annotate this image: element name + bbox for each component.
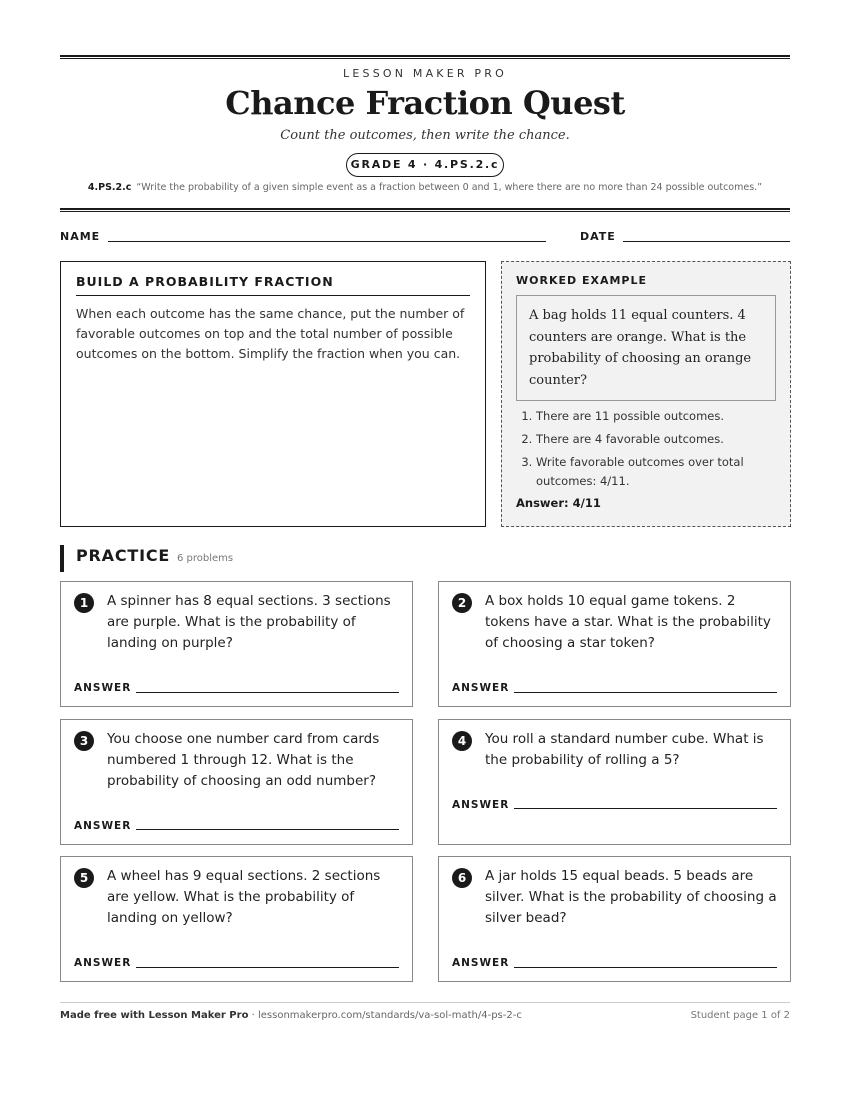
answer-line[interactable] — [136, 692, 399, 693]
problem-text: You roll a standard number cube. What is the probability of rolling a 5? — [485, 731, 764, 768]
worked-step: 1. There are 11 possible outcomes. — [536, 407, 776, 426]
practice-count: 6 problems — [177, 553, 234, 564]
answer-label: ANSWER — [452, 799, 510, 811]
footer-made-with: Made free with Lesson Maker Pro — [60, 1010, 249, 1021]
date-label: DATE — [580, 230, 616, 243]
answer-line[interactable] — [136, 967, 399, 968]
worked-example-question: A bag holds 11 equal counters. 4 counters are orange. What is the probability of choosing an orange counter? — [516, 295, 776, 401]
answer-label: ANSWER — [452, 957, 510, 969]
answer-line[interactable] — [514, 692, 777, 693]
answer-label: ANSWER — [74, 957, 132, 969]
worked-example-steps — [516, 407, 776, 491]
problem-number: 4 — [452, 731, 472, 751]
answer-label: ANSWER — [452, 682, 510, 694]
worked-step: 2. There are 4 favorable outcomes. — [536, 430, 776, 449]
problem-number: 6 — [452, 868, 472, 888]
worked-example-title: WORKED EXAMPLE — [516, 274, 647, 287]
problem-text: A jar holds 15 equal beads. 5 beads are silver. What is the probability of choosing a silver bead? — [485, 868, 777, 926]
header-top-rule — [60, 55, 790, 59]
worked-step: 3. Write favorable outcomes over total outcomes: 4/11. — [536, 453, 776, 491]
footer-credit — [60, 1010, 522, 1021]
header-bottom-rule — [60, 208, 790, 212]
footer-rule — [60, 1002, 790, 1003]
footer-url[interactable]: · lessonmakerpro.com/standards/va-sol-math/4-ps-2-c — [248, 1010, 522, 1021]
problem-card-6 — [438, 856, 791, 982]
concept-title: BUILD A PROBABILITY FRACTION — [76, 274, 470, 296]
standard-code: 4.PS.2.c — [87, 182, 132, 193]
footer-page-number: Student page 1 of 2 — [690, 1010, 790, 1021]
problem-number: 2 — [452, 593, 472, 613]
answer-label: ANSWER — [74, 820, 132, 832]
practice-accent-bar — [60, 545, 64, 572]
worksheet-subtitle: Count the outcomes, then write the chance. — [280, 128, 570, 143]
problem-number: 3 — [74, 731, 94, 751]
problem-text: A wheel has 9 equal sections. 2 sections are yellow. What is the probability of landing on yellow? — [107, 868, 381, 926]
concept-text: When each outcome has the same chance, put the number of favorable outcomes on top and the total number of possible outcomes on the bottom. Simplify the fraction when you can. — [76, 306, 465, 361]
name-field[interactable] — [108, 241, 546, 242]
problem-text: A box holds 10 equal game tokens. 2 tokens have a star. What is the probability of choosing a star token? — [485, 593, 771, 651]
concept-box — [60, 261, 486, 527]
worksheet-title: Chance Fraction Quest — [225, 84, 625, 122]
answer-line[interactable] — [136, 829, 399, 830]
grade-badge: GRADE 4 · 4.PS.2.c — [346, 153, 504, 177]
problem-card-1 — [60, 581, 413, 707]
worked-example-box — [501, 261, 791, 527]
date-field[interactable] — [623, 241, 790, 242]
problem-text: A spinner has 8 equal sections. 3 sections are purple. What is the probability of landing on purple? — [107, 593, 391, 651]
brand-name: LESSON MAKER PRO — [343, 67, 507, 80]
problem-card-3 — [60, 719, 413, 845]
problem-text: You choose one number card from cards numbered 1 through 12. What is the probability of choosing an odd number? — [107, 731, 380, 789]
problem-card-4 — [438, 719, 791, 845]
answer-label: ANSWER — [74, 682, 132, 694]
problem-card-2 — [438, 581, 791, 707]
worked-example-answer: Answer: 4/11 — [516, 496, 601, 510]
name-label: NAME — [60, 230, 101, 243]
problem-number: 1 — [74, 593, 94, 613]
problem-number: 5 — [74, 868, 94, 888]
answer-line[interactable] — [514, 808, 777, 809]
standard-text: “Write the probability of a given simple event as a fraction between 0 and 1, where there are no more than 24 possible outcomes.” — [136, 182, 763, 193]
answer-line[interactable] — [514, 967, 777, 968]
standard-statement — [0, 182, 850, 193]
practice-title: PRACTICE — [76, 546, 171, 565]
problem-card-5 — [60, 856, 413, 982]
